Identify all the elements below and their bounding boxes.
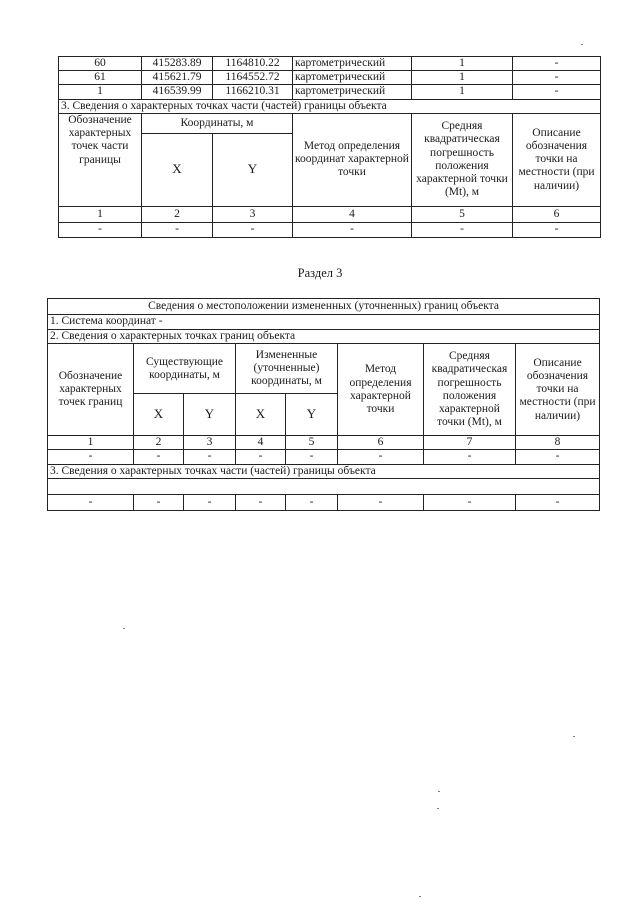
mt-cell: 1 bbox=[412, 71, 513, 85]
empty-cell: - bbox=[48, 450, 134, 464]
scan-speck bbox=[123, 628, 125, 629]
desc-header: Описание обозначения точки на местности (при наличии) bbox=[513, 113, 601, 206]
col-number: 3 bbox=[213, 206, 293, 222]
empty-cell: - bbox=[184, 494, 236, 510]
changed-boundaries-table bbox=[47, 298, 600, 511]
table-title: Сведения о местоположении измененных (уточненных) границ объекта bbox=[48, 299, 600, 315]
empty-cell: - bbox=[338, 450, 424, 464]
mt-cell: 1 bbox=[412, 85, 513, 99]
section3-heading: 3. Сведения о характерных точках части (частей) границы объекта bbox=[59, 99, 601, 113]
y-header: Y bbox=[213, 133, 293, 206]
mt-header: Средняя квадратическая погрешность положения характерной точки (Mt), м bbox=[412, 113, 513, 206]
table-row bbox=[59, 71, 601, 85]
col-number: 1 bbox=[59, 206, 142, 222]
empty-cell: - bbox=[516, 450, 600, 464]
empty-cell: - bbox=[213, 222, 293, 237]
section3-heading: 3. Сведения о характерных точках части (частей) границы объекта bbox=[48, 464, 600, 478]
method-header: Метод определения характерной точки bbox=[338, 344, 424, 436]
point-number: 61 bbox=[59, 71, 142, 85]
y-header: Y bbox=[286, 394, 338, 436]
designation-header: Обозначение характерных точек части границы bbox=[59, 113, 142, 206]
empty-cell: - bbox=[338, 494, 424, 510]
empty-cell: - bbox=[48, 494, 134, 510]
blank-row bbox=[48, 478, 600, 494]
x-header: X bbox=[236, 394, 286, 436]
section2-heading: 2. Сведения о характерных точках границ объекта bbox=[48, 330, 600, 344]
x-header: X bbox=[134, 394, 184, 436]
column-numbers-row bbox=[59, 206, 601, 222]
part-boundary-points-table bbox=[58, 56, 601, 238]
scan-speck bbox=[419, 896, 421, 897]
empty-cell: - bbox=[293, 222, 412, 237]
coord-y: 1166210.31 bbox=[213, 85, 293, 99]
method-cell: картометрический bbox=[293, 85, 412, 99]
existing-coords-header: Существующие координаты, м bbox=[134, 344, 236, 394]
coord-x: 415621.79 bbox=[142, 71, 213, 85]
mt-header: Средняя квадратическая погрешность положения характерной точки (Mt), м bbox=[424, 344, 516, 436]
coord-y: 1164810.22 bbox=[213, 57, 293, 71]
point-number: 60 bbox=[59, 57, 142, 71]
empty-cell: - bbox=[184, 450, 236, 464]
x-header: X bbox=[142, 133, 213, 206]
desc-header: Описание обозначения точки на местности (при наличии) bbox=[516, 344, 600, 436]
table-row bbox=[59, 222, 601, 237]
col-number: 6 bbox=[513, 206, 601, 222]
col-number: 2 bbox=[134, 436, 184, 450]
empty-cell: - bbox=[236, 450, 286, 464]
empty-cell: - bbox=[236, 494, 286, 510]
method-cell: картометрический bbox=[293, 57, 412, 71]
title-row bbox=[48, 299, 600, 315]
col-number: 1 bbox=[48, 436, 134, 450]
method-header: Метод определения координат характерной точки bbox=[293, 113, 412, 206]
header-row bbox=[48, 344, 600, 394]
scan-speck bbox=[437, 808, 439, 809]
blank-cell bbox=[48, 478, 600, 494]
table-row bbox=[48, 494, 600, 510]
table-row bbox=[48, 450, 600, 464]
empty-cell: - bbox=[513, 222, 601, 237]
coords-header: Координаты, м bbox=[142, 113, 293, 133]
empty-cell: - bbox=[134, 450, 184, 464]
section-row bbox=[48, 330, 600, 344]
header-row bbox=[59, 113, 601, 133]
designation-header: Обозначение характерных точек границ bbox=[48, 344, 134, 436]
desc-cell: - bbox=[513, 85, 601, 99]
col-number: 3 bbox=[184, 436, 236, 450]
empty-cell: - bbox=[286, 494, 338, 510]
table-row bbox=[59, 85, 601, 99]
method-cell: картометрический bbox=[293, 71, 412, 85]
mt-cell: 1 bbox=[412, 57, 513, 71]
desc-cell: - bbox=[513, 57, 601, 71]
coord-x: 415283.89 bbox=[142, 57, 213, 71]
empty-cell: - bbox=[134, 494, 184, 510]
col-number: 5 bbox=[286, 436, 338, 450]
empty-cell: - bbox=[424, 494, 516, 510]
empty-cell: - bbox=[424, 450, 516, 464]
section-row bbox=[59, 99, 601, 113]
empty-cell: - bbox=[59, 222, 142, 237]
col-number: 6 bbox=[338, 436, 424, 450]
point-number: 1 bbox=[59, 85, 142, 99]
col-number: 4 bbox=[236, 436, 286, 450]
y-header: Y bbox=[184, 394, 236, 436]
section-row bbox=[48, 464, 600, 478]
empty-cell: - bbox=[516, 494, 600, 510]
coord-x: 416539.99 bbox=[142, 85, 213, 99]
empty-cell: - bbox=[412, 222, 513, 237]
changed-coords-header: Измененные (уточненные) координаты, м bbox=[236, 344, 338, 394]
empty-cell: - bbox=[142, 222, 213, 237]
scan-speck bbox=[573, 736, 575, 737]
col-number: 4 bbox=[293, 206, 412, 222]
col-number: 2 bbox=[142, 206, 213, 222]
section-heading: Раздел 3 bbox=[297, 266, 343, 280]
scan-speck bbox=[581, 44, 583, 45]
col-number: 7 bbox=[424, 436, 516, 450]
column-numbers-row bbox=[48, 436, 600, 450]
coord-system-row bbox=[48, 315, 600, 330]
table-row bbox=[59, 57, 601, 71]
col-number: 8 bbox=[516, 436, 600, 450]
coord-system-label: 1. Система координат - bbox=[48, 315, 600, 330]
col-number: 5 bbox=[412, 206, 513, 222]
scan-speck bbox=[438, 791, 440, 792]
empty-cell: - bbox=[286, 450, 338, 464]
coord-y: 1164552.72 bbox=[213, 71, 293, 85]
desc-cell: - bbox=[513, 71, 601, 85]
